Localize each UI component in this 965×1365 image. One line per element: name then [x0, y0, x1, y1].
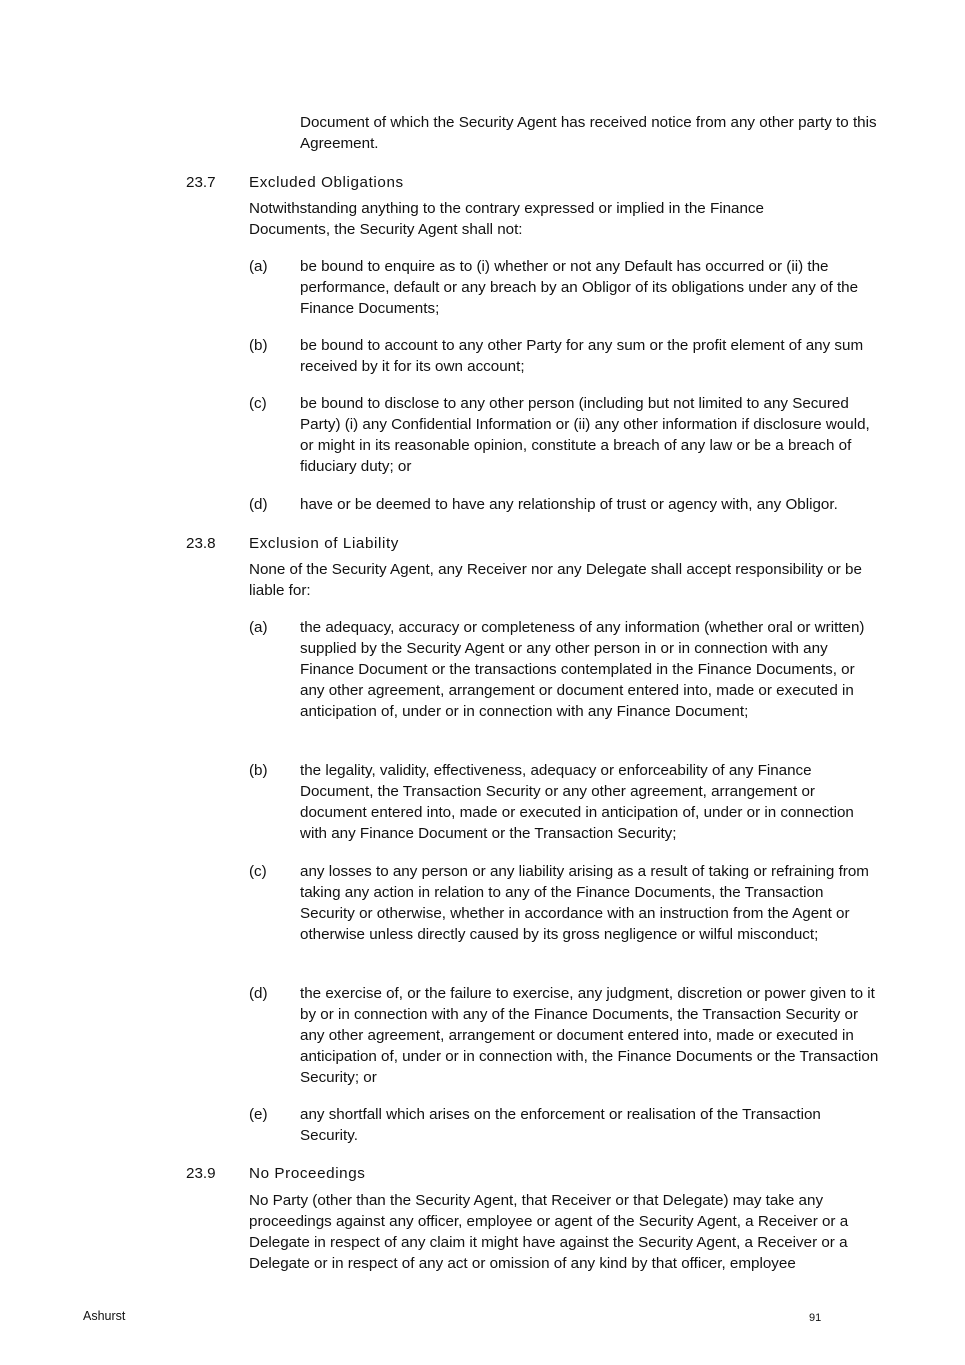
- section-number: 23.8: [186, 535, 216, 552]
- section-number: 23.7: [186, 174, 216, 191]
- list-item-label: (c): [249, 395, 267, 412]
- list-item-text: have or be deemed to have any relationship of trust or agency with, any Obligor.: [300, 496, 838, 513]
- section-title: Excluded Obligations: [249, 174, 404, 191]
- section-number: 23.9: [186, 1165, 216, 1182]
- list-item-label: (a): [249, 258, 268, 275]
- section-intro: Notwithstanding anything to the contrary expressed or implied in the Finance Documents, the Security Agent shall not:: [249, 200, 764, 238]
- list-item-label: (a): [249, 619, 268, 636]
- list-item-text: any shortfall which arises on the enforcement or realisation of the Transaction Security.: [300, 1106, 821, 1144]
- section-intro: None of the Security Agent, any Receiver nor any Delegate shall accept responsibility or be liable for:: [249, 561, 862, 599]
- list-item-text: be bound to disclose to any other person (including but not limited to any Secured Party) (i) any Confidential Information or (ii) any other information if disclosure would, or might in its reasonable opinion, constitute a breach of any law or be a breach of fiduciary duty; or: [300, 395, 870, 475]
- section-intro: No Party (other than the Security Agent, that Receiver or that Delegate) may take any proceedings against any officer, employee or agent of the Security Agent, a Receiver or a Delegate in respect of any claim it might have against the Security Agent, a Receiver or a Delegate or in respect of any act or omission of any kind by that officer, employee: [249, 1192, 849, 1272]
- carry-over-text: Document of which the Security Agent has received notice from any other party to this Agreement.: [300, 114, 877, 152]
- list-item-label: (b): [249, 762, 268, 779]
- list-item-label: (d): [249, 496, 268, 513]
- list-item-text: the exercise of, or the failure to exercise, any judgment, discretion or power given to it by or in connection with any of the Finance Documents, the Transaction Security or any other agreement, arrangement or document entered into, made or executed in anticipation of, under or in connection with, the Finance Documents or the Transaction Security; or: [300, 985, 879, 1086]
- page-number: 91: [809, 1312, 822, 1324]
- list-item-label: (c): [249, 863, 267, 880]
- section-title: No Proceedings: [249, 1165, 366, 1182]
- list-item-text: any losses to any person or any liability arising as a result of taking or refraining from taking any action in relation to any of the Finance Documents, the Transaction Security or otherwise, whether in accordance with an instruction from the Agent or otherwise unless directly caused by its gross negligence or wilful misconduct;: [300, 863, 869, 943]
- list-item-text: the legality, validity, effectiveness, adequacy or enforceability of any Finance Document, the Transaction Security or any other agreement, arrangement or document entered into, made or executed in anticipation of, under or in connection with any Finance Document or the Transaction Security;: [300, 762, 854, 842]
- list-item-text: be bound to enquire as to (i) whether or not any Default has occurred or (ii) the performance, default or any breach by an Obligor of its obligations under any of the Finance Documents;: [300, 258, 859, 317]
- list-item-text: the adequacy, accuracy or completeness of any information (whether oral or written) supplied by the Security Agent or any other person in or in connection with any Finance Document or the transactions contemplated in the Finance Documents, or any other agreement, arrangement or document entered into, made or executed in anticipation of, under or in connection with any Finance Document;: [300, 619, 865, 720]
- list-item-label: (e): [249, 1106, 268, 1123]
- list-item-label: (d): [249, 985, 268, 1002]
- footer-firm-name: Ashurst: [83, 1309, 126, 1323]
- list-item-text: be bound to account to any other Party for any sum or the profit element of any sum received by it for its own account;: [300, 337, 864, 375]
- section-title: Exclusion of Liability: [249, 535, 399, 552]
- list-item-label: (b): [249, 337, 268, 354]
